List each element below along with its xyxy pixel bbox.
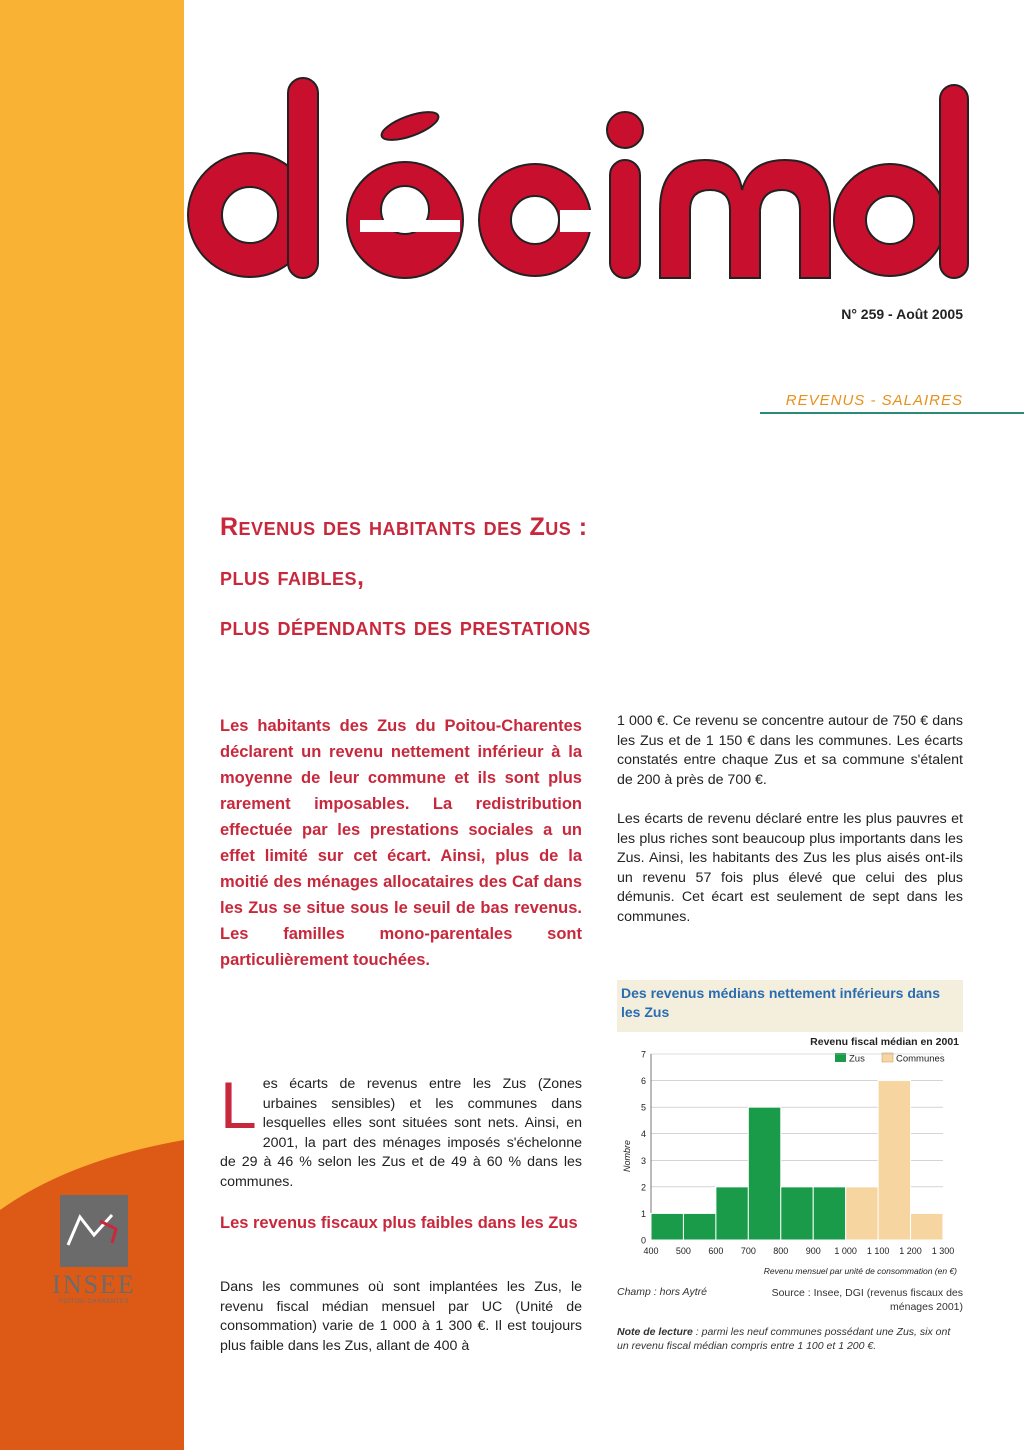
figure-source: Source : Insee, DGI (revenus fiscaux des ménages 2001) [771, 1287, 963, 1313]
x-tick-label: 1 000 [834, 1246, 857, 1256]
bar-zus [781, 1187, 813, 1240]
insee-emblem [60, 1195, 128, 1267]
column2-paragraph-2: Les écarts de revenu déclaré entre les plus pauvres et les plus riches sont beaucoup plus importants dans les Zus. Ainsi, les habitants des Zus les plus aisés ont-ils un revenu 57 fois plus élevé que celui des plus démunis. Cet écart est seulement de sept dans les communes. [617, 811, 963, 925]
insee-subtitle: POITOU-CHARENTES [59, 1299, 129, 1305]
article-title [220, 502, 980, 652]
note-text: : parmi les neuf communes possédant une Zus, six ont un revenu fiscal médian compris entre 1 100 et 1 200 €. [617, 1326, 951, 1352]
x-tick-label: 400 [643, 1246, 659, 1256]
figure-champ: Champ : hors Aytré [617, 1286, 707, 1298]
bar-zus [716, 1187, 748, 1240]
note-label: Note de lecture [617, 1326, 693, 1338]
figure-box [617, 980, 963, 1280]
bar-communes [878, 1081, 910, 1240]
figure-title: Des revenus médians nettement inférieurs dans les Zus [621, 985, 940, 1020]
title-line-3: plus dépendants des prestations [220, 613, 591, 641]
y-tick-label: 1 [640, 1208, 646, 1219]
y-tick-label: 5 [640, 1102, 646, 1113]
bar-communes [911, 1213, 943, 1240]
median-paragraph: Dans les communes où sont implantées les Zus, le revenu fiscal médian mensuel par UC (Unité de consommation) varie de 1 000 à 1 300 €. Il est toujours plus faible dans les Zus, allant de 400 à [220, 1279, 582, 1354]
y-tick-label: 0 [640, 1235, 646, 1246]
legend-label-zus: Zus [849, 1053, 865, 1065]
intro-paragraph [220, 1068, 582, 1192]
x-tick-label: 600 [708, 1246, 724, 1256]
rubric-underline [760, 412, 1024, 414]
bar-communes [846, 1187, 878, 1240]
x-tick-label: 800 [773, 1246, 789, 1256]
x-axis-label: Revenu mensuel par unité de consommation (en €) [763, 1266, 957, 1276]
bar-zus [683, 1213, 715, 1240]
legend-swatch-communes [882, 1053, 893, 1062]
intro-text: es écarts de revenus entre les Zus (Zones urbaines sensibles) et les communes dans lesquelles elles sont situées sont nets. Ainsi, en 2001, la part des ménages imposés s'échelonne de 29 à 46 % selon les Zus et de 49 à 60 % dans les communes. [220, 1076, 582, 1190]
x-tick-label: 1 300 [931, 1246, 955, 1256]
y-axis-label: Nombre [622, 1139, 632, 1173]
figure-note [617, 1325, 963, 1353]
y-tick-label: 6 [640, 1076, 646, 1087]
bar-zus [813, 1187, 845, 1240]
y-tick-label: 2 [640, 1182, 646, 1193]
insee-logo [40, 1195, 148, 1305]
decimal-logo [170, 60, 970, 300]
legend-label-communes: Communes [896, 1053, 945, 1065]
chapeau-paragraph: Les habitants des Zus du Poitou-Charentes déclarent un revenu nettement inférieur à la moyenne de leur commune et ils sont plus rarement imposables. La redistribution effectuée par les prestations sociales a un effet limité sur cet écart. Ainsi, plus de la moitié des ménages allocataires des Caf dans les Zus se situe sous le seuil de bas revenus. Les familles mono-parentales sont particulièrement touchées. [220, 717, 582, 969]
legend-swatch-zus [835, 1053, 846, 1062]
histogram-chart [617, 1032, 963, 1280]
column2-paragraph-1: 1 000 €. Ce revenu se concentre autour de 750 € dans les Zus et de 1 150 € dans les communes. Les écarts constatés entre chaque Zus et sa commune s'étalent de 200 à près de 700 €. [617, 713, 963, 788]
section-subhead: Les revenus fiscaux plus faibles dans les Zus [220, 1214, 578, 1232]
x-tick-label: 1 100 [866, 1246, 890, 1256]
title-line-1: Revenus des habitants des Zus : [220, 513, 588, 541]
issue-number: N° 259 - Août 2005 [841, 306, 963, 322]
x-tick-label: 900 [805, 1246, 821, 1256]
rubric-label: REVENUS - SALAIRES [785, 392, 963, 409]
x-tick-label: 1 200 [899, 1246, 922, 1256]
bar-zus [748, 1107, 780, 1240]
y-tick-label: 7 [640, 1049, 646, 1060]
drop-cap: L [220, 1068, 257, 1142]
x-tick-label: 700 [740, 1246, 756, 1256]
title-line-2: plus faibles, [220, 563, 365, 591]
chart-inner-title: Revenu fiscal médian en 2001 [810, 1036, 959, 1048]
x-tick-label: 500 [675, 1246, 691, 1256]
insee-name: INSEE [52, 1270, 136, 1299]
y-tick-label: 3 [640, 1155, 646, 1166]
y-tick-label: 4 [640, 1129, 646, 1140]
bar-zus [651, 1213, 683, 1240]
